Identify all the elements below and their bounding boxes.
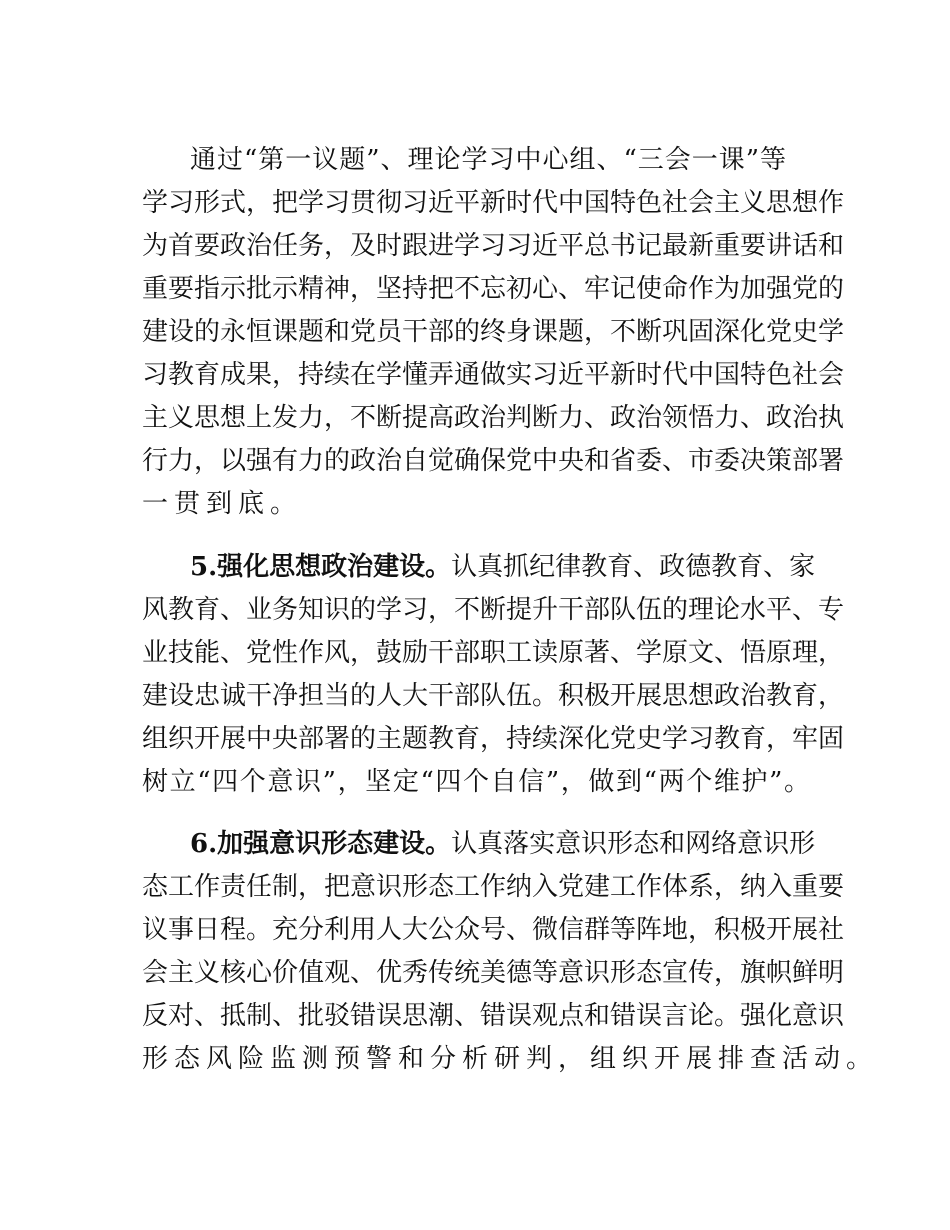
text-span: 认真落实意识形态和网络意识形 [451, 829, 816, 859]
text-line: 议事日程。充分利用人大公众号、微信群等阵地，积极开展社 [142, 915, 845, 945]
paragraph-ideology [142, 823, 879, 1081]
text-line: 建设忠诚干净担当的人大干部队伍。积极开展思想政治教育， [142, 681, 845, 711]
paragraph-ideological-political [142, 546, 845, 804]
section-heading: 5.强化思想政治建设。 [190, 552, 452, 582]
text-span: 认真抓纪律教育、政德教育、家 [451, 552, 816, 582]
text-line: 形态风险监测预警和分析研判，组织开展排查活动。 [142, 1044, 879, 1074]
text-line: 风教育、业务知识的学习，不断提升干部队伍的理论水平、专 [142, 595, 845, 625]
text-line: 习教育成果，持续在学懂弄通做实习近平新时代中国特色社会 [142, 360, 845, 390]
text-line: 会主义核心价值观、优秀传统美德等意识形态宣传，旗帜鲜明 [142, 958, 845, 988]
text-line: 态工作责任制，把意识形态工作纳入党建工作体系，纳入重要 [142, 872, 845, 902]
text-line: 树立“四个意识”，坚定“四个自信”，做到“两个维护”。 [142, 767, 810, 797]
text-line: 反对、抵制、批驳错误思潮、错误观点和错误言论。强化意识 [142, 1001, 845, 1031]
text-line [190, 823, 816, 866]
text-line: 建设的永恒课题和党员干部的终身课题，不断巩固深化党史学 [142, 317, 845, 347]
text-line: 组织开展中央部署的主题教育，持续深化党史学习教育，牢固 [142, 724, 845, 754]
text-line: 通过“第一议题”、理论学习中心组、“三会一课”等 [190, 145, 786, 175]
text-line: 行力，以强有力的政治自觉确保党中央和省委、市委决策部署 [142, 446, 845, 476]
text-line: 重要指示批示精神，坚持把不忘初心、牢记使命作为加强党的 [142, 274, 845, 304]
text-line: 学习形式，把学习贯彻习近平新时代中国特色社会主义思想作 [142, 188, 845, 218]
text-line: 为首要政治任务，及时跟进学习习近平总书记最新重要讲话和 [142, 231, 845, 261]
text-line: 一贯到底。 [142, 489, 303, 519]
section-heading: 6.加强意识形态建设。 [190, 829, 452, 859]
text-line: 主义思想上发力，不断提高政治判断力、政治领悟力、政治执 [142, 403, 845, 433]
text-line [190, 546, 816, 589]
paragraph-study-forms [142, 139, 845, 526]
text-line: 业技能、党性作风，鼓励干部职工读原著、学原文、悟原理， [142, 638, 845, 668]
